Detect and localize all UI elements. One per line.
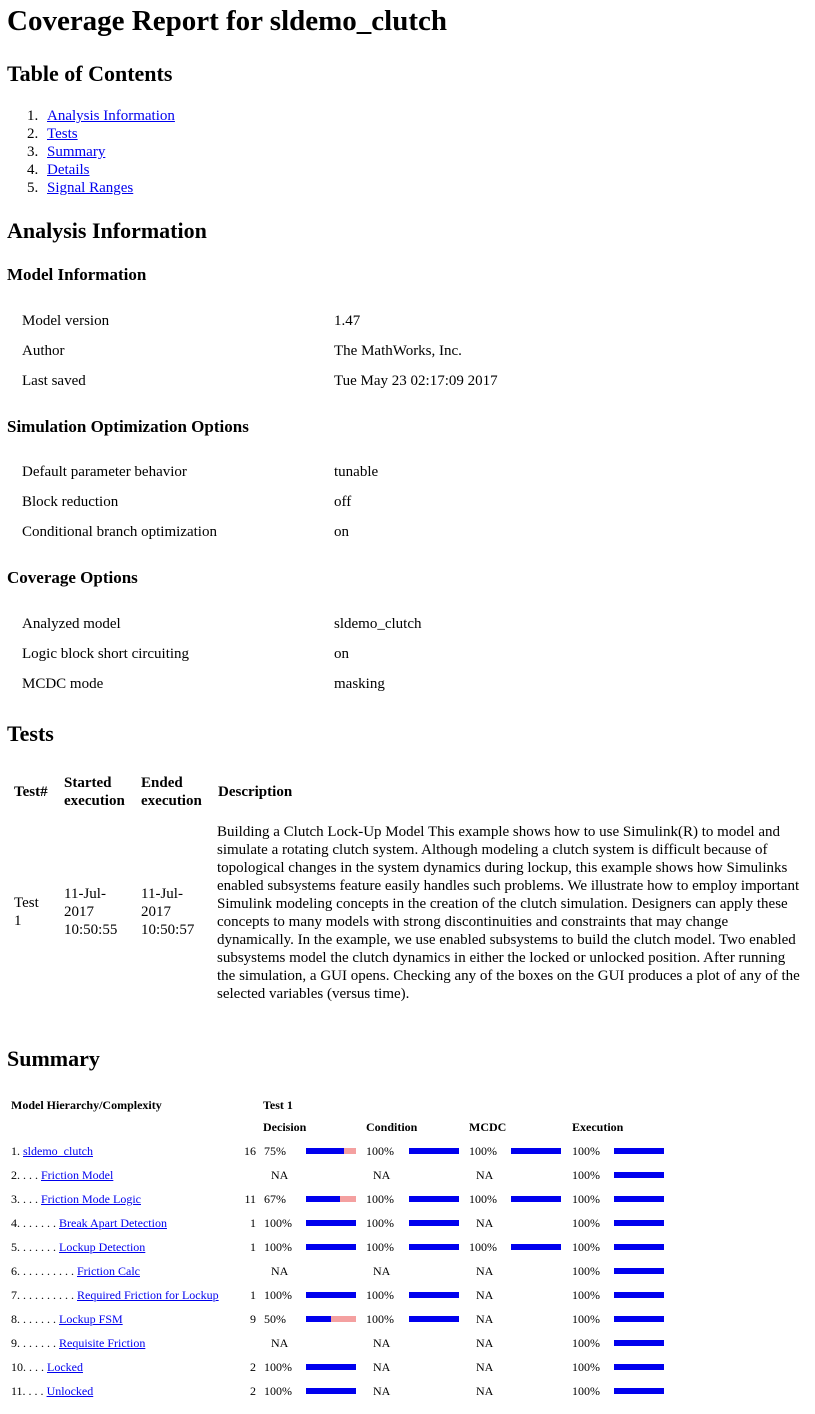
summary-row-label <box>11 1240 145 1254</box>
decision-coverage-bar <box>306 1364 356 1370</box>
condition-coverage-bar <box>409 1292 459 1298</box>
model-link[interactable]: Lockup Detection <box>59 1240 146 1254</box>
covered-segment <box>614 1316 664 1322</box>
cov-opts-heading: Coverage Options <box>7 568 138 587</box>
mcdc-coverage-bar <box>511 1196 561 1202</box>
covered-segment <box>306 1364 356 1370</box>
hierarchy-indent: 6. . . . . . . . . . <box>11 1264 77 1278</box>
condition-pct: 100% <box>366 1312 394 1326</box>
condition-coverage-bar <box>409 1196 459 1202</box>
execution-coverage-bar <box>614 1244 664 1250</box>
start-year: 2017 <box>64 904 94 920</box>
mcdc-mode-label: MCDC mode <box>22 676 104 692</box>
covered-segment <box>511 1196 561 1202</box>
end-year: 2017 <box>141 904 171 920</box>
covered-segment <box>614 1292 664 1298</box>
decision-pct: 50% <box>264 1312 286 1326</box>
model-link[interactable]: Break Apart Detection <box>59 1216 167 1230</box>
covered-segment <box>306 1292 356 1298</box>
decision-coverage-bar <box>306 1316 356 1322</box>
mcdc-coverage-bar <box>511 1244 561 1250</box>
col-header-hierarchy: Model Hierarchy/Complexity <box>11 1098 162 1112</box>
mcdc-pct: NA <box>476 1336 494 1350</box>
mcdc-pct: NA <box>476 1168 494 1182</box>
summary-row-label <box>11 1384 93 1398</box>
covered-segment <box>614 1172 664 1178</box>
covered-segment <box>409 1148 459 1154</box>
mcdc-coverage-bar <box>511 1148 561 1154</box>
block-reduction-value: off <box>334 494 352 510</box>
model-version-value: 1.47 <box>334 313 361 329</box>
decision-pct: NA <box>271 1336 289 1350</box>
complexity-value: 16 <box>244 1144 256 1158</box>
complexity-value: 2 <box>250 1360 256 1374</box>
decision-pct: 100% <box>264 1384 292 1398</box>
covered-segment <box>409 1316 459 1322</box>
mcdc-pct: NA <box>476 1264 494 1278</box>
decision-pct: NA <box>271 1264 289 1278</box>
block-reduction-label: Block reduction <box>22 494 119 510</box>
uncovered-segment <box>344 1148 356 1154</box>
toc-item: 5. Signal Ranges <box>27 180 134 196</box>
col-header-started-2: execution <box>64 793 125 809</box>
covered-segment <box>306 1196 340 1202</box>
analysis-heading: Analysis Information <box>7 218 207 243</box>
mcdc-mode-value: masking <box>334 676 385 692</box>
execution-coverage-bar <box>614 1388 664 1394</box>
summary-row-label <box>11 1360 83 1374</box>
complexity-value: 11 <box>244 1192 256 1206</box>
complexity-value: 9 <box>250 1312 256 1326</box>
covered-segment <box>409 1292 459 1298</box>
condition-coverage-bar <box>409 1316 459 1322</box>
uncovered-segment <box>340 1196 356 1202</box>
complexity-value: 2 <box>250 1384 256 1398</box>
execution-coverage-bar <box>614 1292 664 1298</box>
execution-pct: 100% <box>572 1360 600 1374</box>
model-link[interactable]: Required Friction for Lockup <box>77 1288 219 1302</box>
toc-link-tests[interactable]: Tests <box>47 126 78 142</box>
covered-segment <box>409 1220 459 1226</box>
condition-coverage-bar <box>409 1244 459 1250</box>
hierarchy-indent: 8. . . . . . . <box>11 1312 59 1326</box>
test-description: Building a Clutch Lock-Up Model This example shows how to use Simulink(R) to model and simulate a rotating clutch system. Although modeling a clutch system is difficult because of topological changes in the system dynamics during lockup, this example shows how Simulinks enabled subsystems feature easily handles such problems. We illustrate how to employ important Simulink modeling concepts in the creation of the clutch simulation. Designers can apply these concepts to many models with strong discontinuities and constraints that may change dynamically. In the example, we use enabled subsystems to build the clutch model. Two enabled subsystems model the clutch dynamics in either the locked or unlocked position. After running the simulation, a GUI opens. Checking any of the boxes on the GUI produces a plot of any of the selected variables (versus time). <box>217 824 800 1002</box>
covered-segment <box>306 1220 356 1226</box>
execution-pct: 100% <box>572 1144 600 1158</box>
toc-link-summary[interactable]: Summary <box>47 144 106 160</box>
condition-pct: NA <box>373 1264 391 1278</box>
decision-coverage-bar <box>306 1148 356 1154</box>
author-value: The MathWorks, Inc. <box>334 343 462 359</box>
covered-segment <box>614 1268 664 1274</box>
analyzed-model-label: Analyzed model <box>22 616 121 632</box>
covered-segment <box>409 1196 459 1202</box>
execution-pct: 100% <box>572 1216 600 1230</box>
decision-coverage-bar <box>306 1220 356 1226</box>
execution-coverage-bar <box>614 1172 664 1178</box>
covered-segment <box>306 1244 356 1250</box>
toc-link-details[interactable]: Details <box>47 162 90 178</box>
model-link[interactable]: Friction Model <box>41 1168 114 1182</box>
covered-segment <box>511 1244 561 1250</box>
mcdc-pct: NA <box>476 1288 494 1302</box>
mcdc-pct: 100% <box>469 1240 497 1254</box>
mcdc-pct: NA <box>476 1384 494 1398</box>
page-title: Coverage Report for sldemo_clutch <box>7 5 447 37</box>
decision-pct: 67% <box>264 1192 286 1206</box>
end-date: 11-Jul- <box>141 886 183 902</box>
complexity-value: 1 <box>250 1216 256 1230</box>
hierarchy-indent: 3. . . . <box>11 1192 41 1206</box>
execution-coverage-bar <box>614 1364 664 1370</box>
decision-pct: 100% <box>264 1216 292 1230</box>
hierarchy-indent: 1. <box>11 1144 23 1158</box>
covered-segment <box>306 1388 356 1394</box>
condition-coverage-bar <box>409 1148 459 1154</box>
toc-link-signal-ranges[interactable]: Signal Ranges <box>47 180 134 196</box>
decision-coverage-bar <box>306 1196 356 1202</box>
model-link[interactable]: Unlocked <box>46 1384 94 1398</box>
condition-pct: 100% <box>366 1144 394 1158</box>
covered-segment <box>614 1244 664 1250</box>
col-header-test1: Test 1 <box>263 1098 293 1112</box>
toc-item: 4. Details <box>27 162 90 178</box>
summary-row-label <box>11 1192 141 1206</box>
mcdc-pct: NA <box>476 1216 494 1230</box>
col-header-description: Description <box>218 784 293 800</box>
start-time: 10:50:55 <box>64 922 118 938</box>
condition-pct: 100% <box>366 1192 394 1206</box>
model-link[interactable]: Requisite Friction <box>59 1336 146 1350</box>
execution-pct: 100% <box>572 1264 600 1278</box>
decision-pct: NA <box>271 1168 289 1182</box>
col-header-started-1: Started <box>64 775 112 791</box>
covered-segment <box>614 1196 664 1202</box>
hierarchy-indent: 2. . . . <box>11 1168 41 1182</box>
start-date: 11-Jul- <box>64 886 106 902</box>
cond-branch-value: on <box>334 524 349 540</box>
short-circuit-value: on <box>334 646 349 662</box>
model-version-label: Model version <box>22 313 110 329</box>
model-link[interactable]: Friction Calc <box>77 1264 140 1278</box>
last-saved-label: Last saved <box>22 373 86 389</box>
cond-branch-label: Conditional branch optimization <box>22 524 217 540</box>
model-link[interactable]: sldemo_clutch <box>23 1144 93 1158</box>
execution-coverage-bar <box>614 1316 664 1322</box>
covered-segment <box>614 1220 664 1226</box>
author-label: Author <box>22 343 65 359</box>
decision-pct: 100% <box>264 1288 292 1302</box>
condition-pct: NA <box>373 1336 391 1350</box>
end-time: 10:50:57 <box>141 922 195 938</box>
test-id-2: 1 <box>14 913 22 929</box>
execution-pct: 100% <box>572 1336 600 1350</box>
covered-segment <box>306 1316 331 1322</box>
col-header-condition: Condition <box>366 1120 418 1134</box>
table-of-contents <box>27 107 175 197</box>
summary-row-label <box>11 1312 123 1326</box>
condition-pct: 100% <box>366 1288 394 1302</box>
hierarchy-indent: 5. . . . . . . <box>11 1240 59 1254</box>
decision-pct: 100% <box>264 1240 292 1254</box>
decision-coverage-bar <box>306 1244 356 1250</box>
toc-item: 3. Summary <box>27 144 106 160</box>
summary-row-label <box>11 1216 167 1230</box>
model-link[interactable]: Friction Mode Logic <box>41 1192 141 1206</box>
condition-pct: NA <box>373 1384 391 1398</box>
covered-segment <box>409 1244 459 1250</box>
execution-coverage-bar <box>614 1148 664 1154</box>
hierarchy-indent: 11. . . . <box>11 1384 47 1398</box>
execution-pct: 100% <box>572 1288 600 1302</box>
summary-row-label <box>11 1336 145 1350</box>
condition-pct: NA <box>373 1168 391 1182</box>
hierarchy-indent: 9. . . . . . . <box>11 1336 59 1350</box>
model-info-heading: Model Information <box>7 265 147 284</box>
execution-pct: 100% <box>572 1168 600 1182</box>
last-saved-value: Tue May 23 02:17:09 2017 <box>334 373 498 389</box>
execution-pct: 100% <box>572 1240 600 1254</box>
mcdc-pct: NA <box>476 1360 494 1374</box>
hierarchy-indent: 10. . . . <box>11 1360 47 1374</box>
col-header-test-num: Test# <box>14 784 48 800</box>
complexity-value: 1 <box>250 1288 256 1302</box>
execution-pct: 100% <box>572 1312 600 1326</box>
covered-segment <box>306 1148 344 1154</box>
tests-heading: Tests <box>7 721 54 746</box>
col-header-mcdc: MCDC <box>469 1120 507 1134</box>
mcdc-pct: 100% <box>469 1144 497 1158</box>
summary-row-label <box>11 1264 140 1278</box>
complexity-value: 1 <box>250 1240 256 1254</box>
covered-segment <box>614 1388 664 1394</box>
summary-row-label <box>11 1168 113 1182</box>
summary-row-label <box>11 1288 219 1302</box>
toc-heading: Table of Contents <box>7 61 173 86</box>
toc-item: 1. Analysis Information <box>27 108 175 124</box>
col-header-execution: Execution <box>572 1120 624 1134</box>
covered-segment <box>614 1364 664 1370</box>
decision-coverage-bar <box>306 1388 356 1394</box>
hierarchy-indent: 7. . . . . . . . . . <box>11 1288 77 1302</box>
decision-pct: 100% <box>264 1360 292 1374</box>
analyzed-model-value: sldemo_clutch <box>334 616 422 632</box>
condition-pct: 100% <box>366 1240 394 1254</box>
col-header-ended-1: Ended <box>141 775 183 791</box>
summary-row-label <box>11 1144 93 1158</box>
toc-link-analysis-information[interactable]: Analysis Information <box>47 108 175 124</box>
test-id-1: Test <box>14 895 39 911</box>
default-param-value: tunable <box>334 464 379 480</box>
covered-segment <box>614 1148 664 1154</box>
summary-heading: Summary <box>7 1046 100 1071</box>
toc-item: 2. Tests <box>27 126 78 142</box>
condition-coverage-bar <box>409 1220 459 1226</box>
uncovered-segment <box>331 1316 356 1322</box>
col-header-ended-2: execution <box>141 793 202 809</box>
sim-opts-heading: Simulation Optimization Options <box>7 417 249 436</box>
execution-pct: 100% <box>572 1192 600 1206</box>
execution-coverage-bar <box>614 1196 664 1202</box>
execution-coverage-bar <box>614 1340 664 1346</box>
execution-coverage-bar <box>614 1268 664 1274</box>
covered-segment <box>614 1340 664 1346</box>
decision-coverage-bar <box>306 1292 356 1298</box>
default-param-label: Default parameter behavior <box>22 464 187 480</box>
hierarchy-indent: 4. . . . . . . <box>11 1216 59 1230</box>
mcdc-pct: NA <box>476 1312 494 1326</box>
model-link[interactable]: Lockup FSM <box>59 1312 123 1326</box>
condition-pct: NA <box>373 1360 391 1374</box>
decision-pct: 75% <box>264 1144 286 1158</box>
short-circuit-label: Logic block short circuiting <box>22 646 190 662</box>
condition-pct: 100% <box>366 1216 394 1230</box>
covered-segment <box>511 1148 561 1154</box>
col-header-decision: Decision <box>263 1120 307 1134</box>
execution-pct: 100% <box>572 1384 600 1398</box>
execution-coverage-bar <box>614 1220 664 1226</box>
mcdc-pct: 100% <box>469 1192 497 1206</box>
model-link[interactable]: Locked <box>47 1360 83 1374</box>
